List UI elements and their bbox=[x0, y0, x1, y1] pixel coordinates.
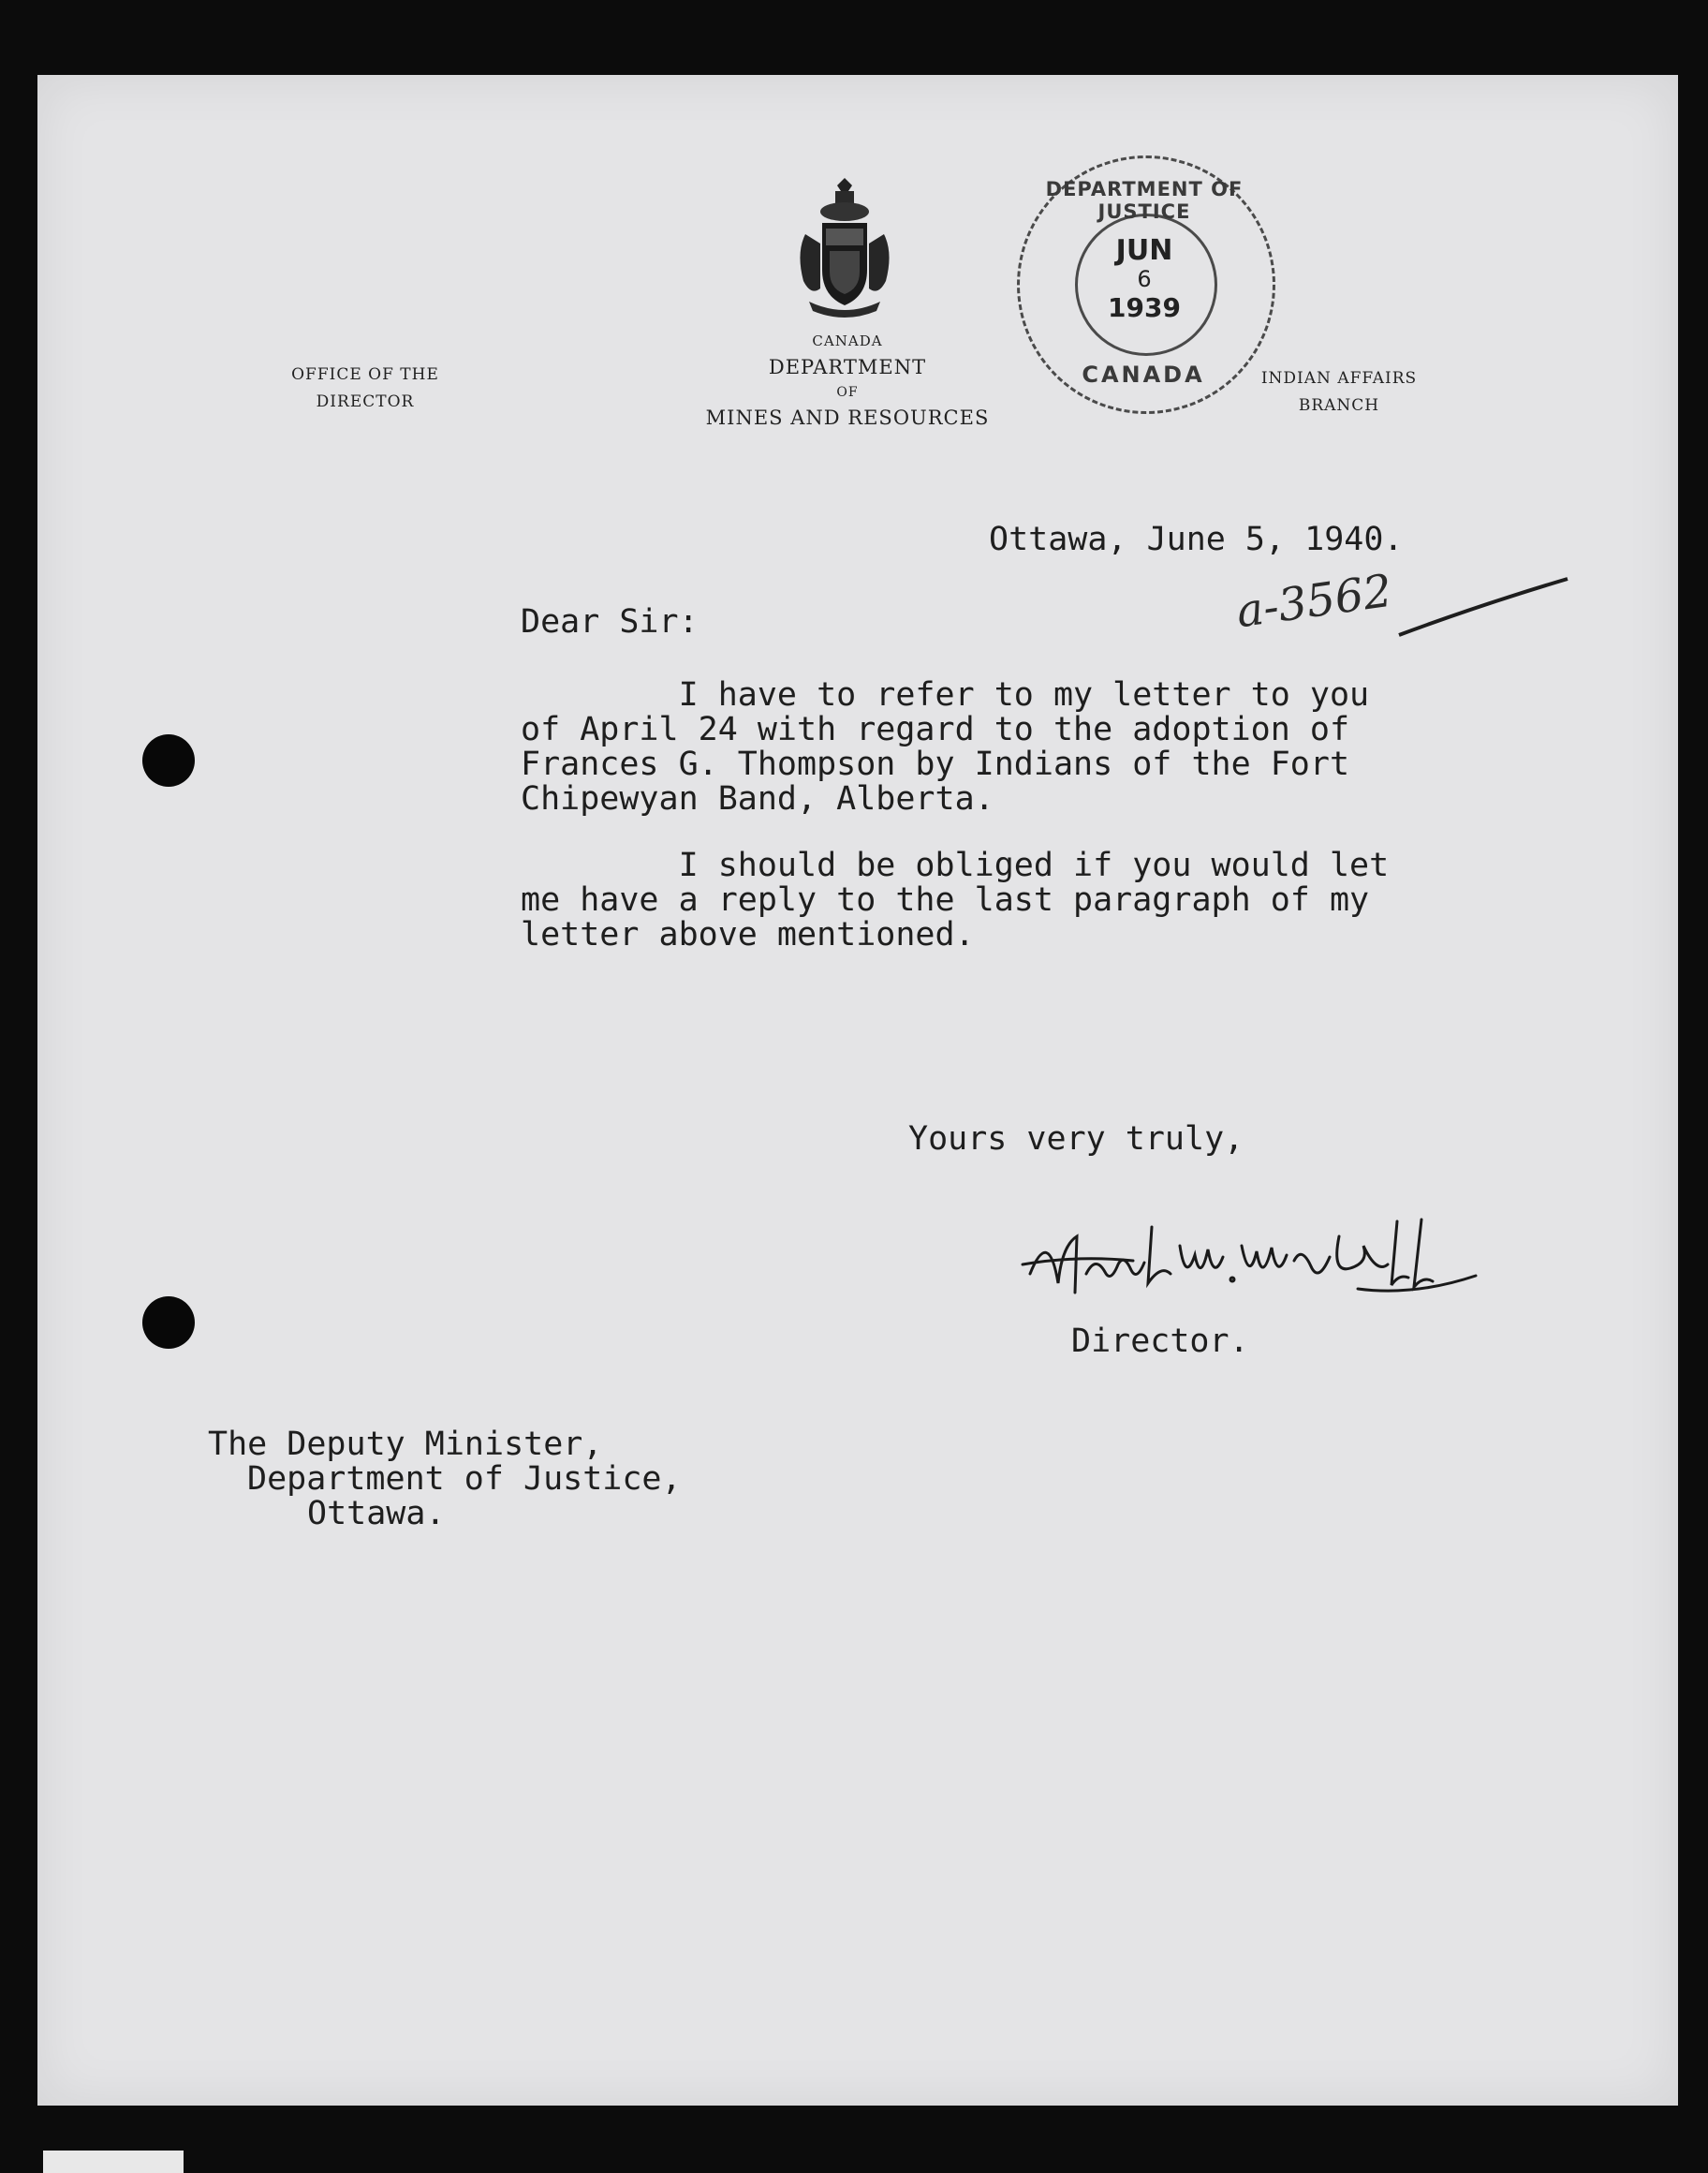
handwritten-signature bbox=[1021, 1208, 1480, 1311]
punch-hole-top bbox=[142, 734, 195, 787]
country-label: CANADA bbox=[812, 333, 883, 349]
paragraph-2-line: I should be obliged if you would let bbox=[521, 847, 1390, 884]
body-paragraph-2 bbox=[521, 849, 1389, 953]
letterhead-department bbox=[655, 330, 1039, 433]
recipient-line-1: The Deputy Minister, bbox=[208, 1426, 603, 1463]
branch-line-2: BRANCH bbox=[1298, 396, 1380, 415]
stamp-bottom-text: CANADA bbox=[1082, 362, 1205, 388]
signatory-title: Director. bbox=[1071, 1323, 1249, 1360]
recipient-line-3: Ottawa. bbox=[307, 1495, 446, 1532]
stamp-year: 1939 bbox=[1108, 292, 1181, 323]
office-line-1: OFFICE OF THE bbox=[291, 365, 439, 384]
paragraph-2-line: me have a reply to the last paragraph of my bbox=[521, 881, 1370, 919]
paragraph-1-line: I have to refer to my letter to you bbox=[521, 676, 1370, 714]
recipient-address bbox=[208, 1427, 682, 1531]
stamp-outer-text: DEPARTMENT OF JUSTICE bbox=[1045, 178, 1244, 223]
letter-date: Ottawa, June 5, 1940. bbox=[989, 521, 1404, 558]
punch-hole-bottom bbox=[142, 1296, 195, 1349]
paragraph-1-line: Frances G. Thompson by Indians of the Fort bbox=[521, 746, 1350, 783]
stamp-day: 6 bbox=[1137, 266, 1152, 292]
paragraph-1-line: Chipewyan Band, Alberta. bbox=[521, 780, 994, 818]
stamp-month: JUN bbox=[1115, 234, 1173, 267]
received-stamp bbox=[1017, 155, 1275, 414]
paragraph-2-line: letter above mentioned. bbox=[521, 916, 975, 953]
closing: Yours very truly, bbox=[908, 1120, 1244, 1158]
coat-of-arms-emblem bbox=[792, 178, 897, 318]
department-label: DEPARTMENT bbox=[768, 356, 927, 378]
paragraph-1-line: of April 24 with regard to the adoption of bbox=[521, 711, 1350, 748]
salutation: Dear Sir: bbox=[521, 603, 699, 641]
letterhead-office-label bbox=[253, 362, 478, 416]
handwritten-file-note: a-3562 bbox=[1232, 564, 1396, 639]
department-name: MINES AND RESOURCES bbox=[705, 407, 990, 429]
file-note-underline bbox=[1395, 569, 1573, 644]
branch-line-1: INDIAN AFFAIRS bbox=[1260, 369, 1418, 388]
body-paragraph-1 bbox=[521, 678, 1369, 817]
office-line-2: DIRECTOR bbox=[316, 392, 415, 411]
film-edge-mark bbox=[43, 2151, 184, 2173]
department-of-label: OF bbox=[836, 385, 859, 400]
recipient-line-2: Department of Justice, bbox=[247, 1460, 682, 1498]
